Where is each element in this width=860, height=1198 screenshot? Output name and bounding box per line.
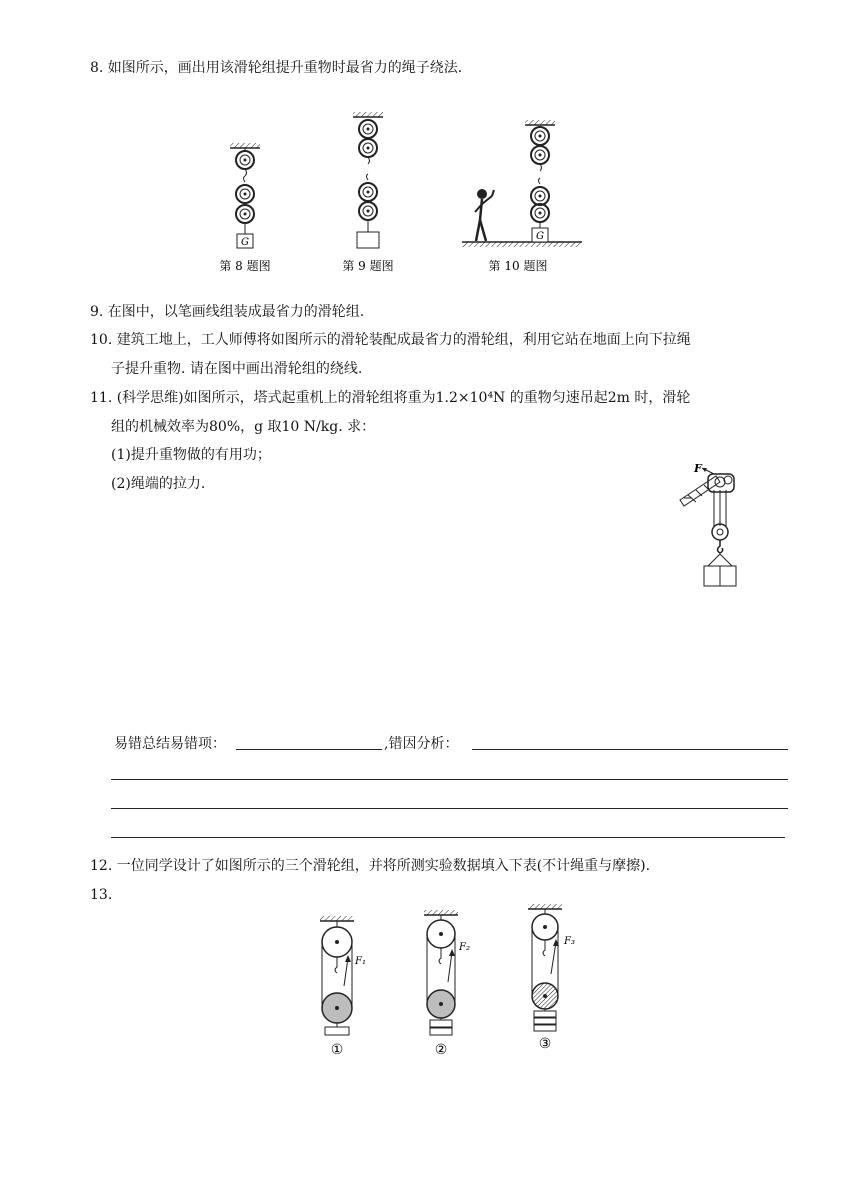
blank-line-1[interactable] bbox=[111, 779, 788, 780]
summary-label-error-cause: ,错因分析： bbox=[384, 736, 459, 752]
question-11-line-2: 组的机械效率为80%，g 取10 N/kg. 求： bbox=[111, 419, 376, 435]
caption-figure-8: 第 8 题图 bbox=[219, 259, 271, 273]
pulley-system-2 bbox=[424, 910, 470, 1058]
force-label-f: F bbox=[694, 462, 702, 475]
blank-error-cause[interactable] bbox=[472, 749, 788, 750]
system-number-2: ② bbox=[434, 1042, 448, 1058]
figure-9 bbox=[353, 112, 383, 248]
figure-8 bbox=[230, 143, 260, 248]
force-label-f2: F₂ bbox=[459, 942, 470, 953]
pulley-system-1 bbox=[320, 916, 366, 1058]
caption-figure-9: 第 9 题图 bbox=[342, 259, 394, 273]
system-number-3: ③ bbox=[538, 1036, 552, 1052]
question-10-line-2: 子提升重物. 请在图中画出滑轮组的绕线. bbox=[111, 361, 363, 377]
question-8-text: 8. 如图所示，画出用该滑轮组提升重物时最省力的绳子绕法. bbox=[90, 60, 463, 76]
summary-label-error-item: 易错总结易错项： bbox=[114, 736, 226, 752]
figure-10 bbox=[462, 120, 582, 247]
weight-label-g: G bbox=[241, 237, 249, 248]
question-11-line-1: 11. (科学思维)如图所示，塔式起重机上的滑轮组将重为1.2×10⁴N 的重物匀速吊起2m 时，滑轮 bbox=[90, 390, 691, 406]
question-13-label: 13. bbox=[90, 887, 113, 903]
question-11-sub-2: (2)绳端的拉力. bbox=[111, 476, 206, 492]
blank-line-3[interactable] bbox=[111, 837, 785, 838]
question-9-text: 9. 在图中，以笔画线组装成最省力的滑轮组. bbox=[90, 304, 365, 320]
force-label-f1: F₁ bbox=[355, 956, 366, 967]
question-11-sub-1: (1)提升重物做的有用功； bbox=[111, 447, 271, 463]
pulley-figures-8-9-10 bbox=[200, 108, 600, 278]
three-pulley-systems bbox=[300, 900, 600, 1060]
weight-label-g-10: G bbox=[536, 231, 544, 242]
pulley-system-3 bbox=[528, 904, 575, 1052]
crane-pulley-figure bbox=[670, 458, 750, 590]
blank-line-2[interactable] bbox=[111, 808, 788, 809]
caption-figure-10: 第 10 题图 bbox=[488, 259, 548, 273]
system-number-1: ① bbox=[330, 1042, 344, 1058]
question-10-line-1: 10. 建筑工地上，工人师傅将如图所示的滑轮装配成最省力的滑轮组，利用它站在地面上向下拉绳 bbox=[90, 332, 691, 348]
force-label-f3: F₃ bbox=[564, 936, 575, 947]
blank-error-item[interactable] bbox=[236, 749, 382, 750]
question-12-text: 12. 一位同学设计了如图所示的三个滑轮组，并将所测实验数据填入下表(不计绳重与摩擦). bbox=[90, 858, 651, 874]
